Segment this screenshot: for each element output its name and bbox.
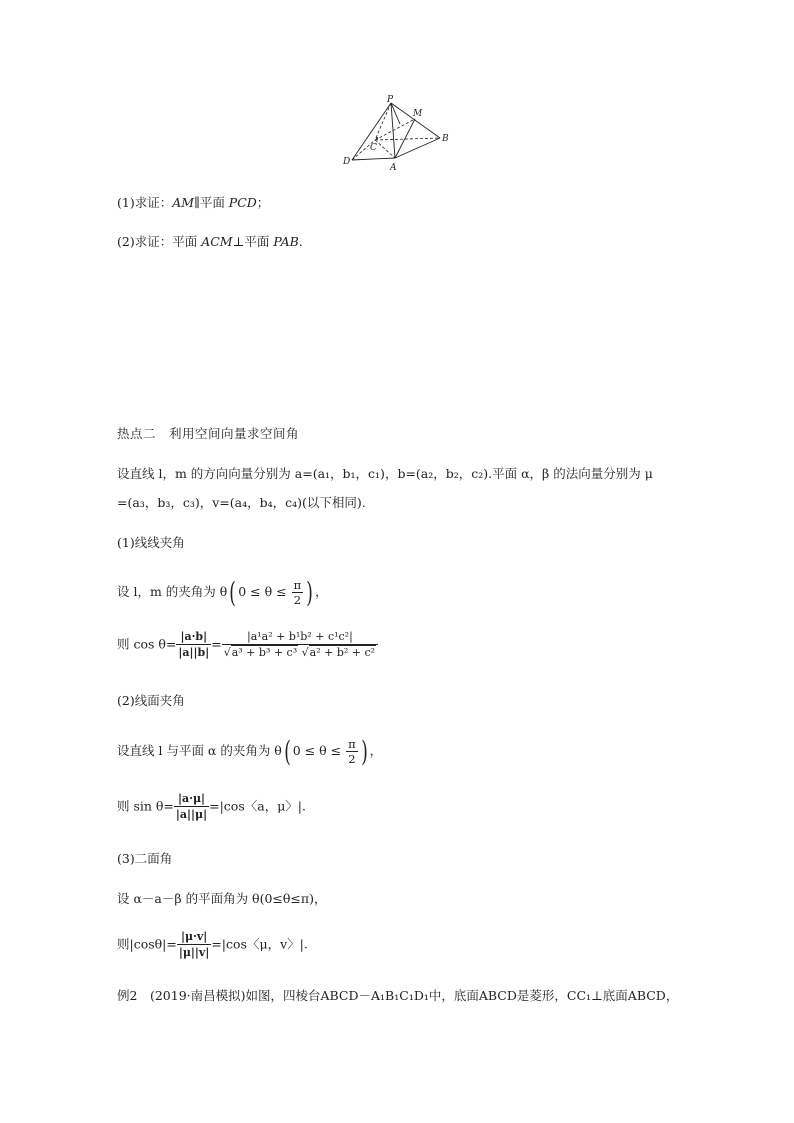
intro-line-2: =(a₃，b₃，c₃)，v=(a₄，b₄，c₄)(以下相同). bbox=[117, 495, 366, 510]
label-a: A bbox=[390, 163, 397, 173]
label-d: D bbox=[343, 157, 351, 167]
part1-formula: 则 cos θ= $\frac{|a\cdot b|}{|a||b|}$ = $\frac{\text{|a¹a² + b¹b² + c¹c²|}}{\text{√a³ + b³ + c³ √a² + b² + c²}}$ bbox=[117, 630, 378, 670]
part2-setup: 设直线 l 与平面 α 的夹角为 θ( 0 ≤ θ ≤ $\frac{\pi}{2}$ ) ， bbox=[117, 734, 383, 768]
question-2: (2)求证：平面 ACM⊥平面 PAB. bbox=[117, 234, 303, 249]
part3-formula: 则|cosθ|= $\frac{|\mu\cdot v|}{|\mu||v|}$ =|cos〈μ，v〉|. bbox=[117, 930, 308, 959]
part1-heading: (1)线线夹角 bbox=[117, 535, 185, 550]
example-2: 例2 (2019·南昌模拟)如图，四棱台ABCD－A₁B₁C₁D₁中，底面ABCD是菱形，CC₁⊥底面ABCD， bbox=[117, 988, 679, 1003]
part3-heading: (3)二面角 bbox=[117, 851, 173, 866]
pyramid-figure bbox=[340, 94, 455, 174]
part2-heading: (2)线面夹角 bbox=[117, 693, 185, 708]
label-b: B bbox=[442, 134, 449, 144]
label-m: M bbox=[413, 109, 423, 119]
part2-formula: 则 sin θ= $\frac{|a\cdot\mu|}{|a||\mu|}$ =|cos〈a，μ〉|. bbox=[117, 792, 306, 821]
intro-line-1: 设直线 l，m 的方向向量分别为 a=(a₁，b₁，c₁)，b=(a₂，b₂，c₂).平面 α，β 的法向量分别为 μ bbox=[117, 466, 653, 481]
part1-setup: 设 l，m 的夹角为 θ( 0 ≤ θ ≤ $\frac{\pi}{2}$ ) ， bbox=[117, 575, 328, 609]
section-title: 热点二 利用空间向量求空间角 bbox=[117, 426, 300, 441]
label-c: C bbox=[370, 143, 377, 153]
label-p: P bbox=[387, 95, 394, 105]
part3-setup: 设 α－a－β 的平面角为 θ(0≤θ≤π)， bbox=[117, 891, 327, 906]
question-1: (1)求证：AM∥平面 PCD； bbox=[117, 195, 270, 210]
